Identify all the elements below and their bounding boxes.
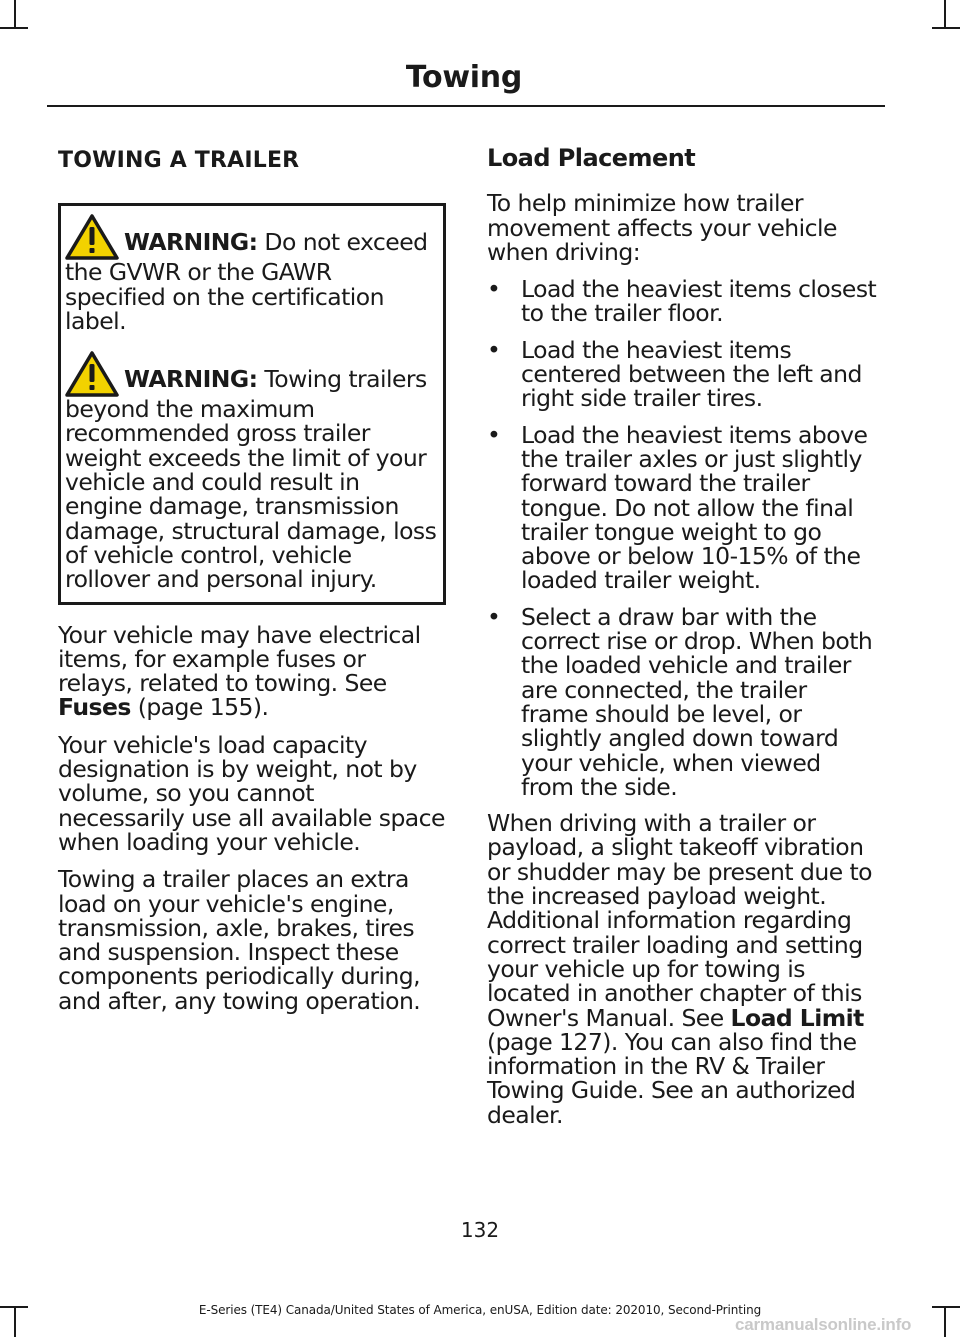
load-limit-link[interactable]: Load Limit — [730, 1003, 864, 1032]
edition-footer: E-Series (TE4) Canada/United States of America, enUSA, Edition date: 202010, Second-Printing — [198, 1303, 762, 1317]
load-placement-list — [487, 277, 879, 799]
fuses-paragraph — [58, 620, 446, 722]
load-capacity-paragraph: Your vehicle's load capacity designation is by weight, not by volume, so you cannot necessarily use all available space when loading your vehicle. — [58, 730, 445, 856]
warning-1 — [65, 214, 437, 333]
crop-mark — [932, 27, 960, 29]
page-header-title: Towing — [405, 60, 522, 95]
list-item — [487, 335, 879, 413]
crop-mark — [14, 0, 16, 28]
towing-load-paragraph: Towing a trailer places an extra load on your vehicle's engine, transmission, axle, brakes, tires and suspension. Inspect these components periodically during, and after, any towing operation. — [58, 865, 421, 1015]
list-item — [487, 277, 879, 326]
paragraph-text: (page 155). — [130, 693, 269, 722]
warning-label: WARNING: — [124, 365, 258, 394]
paragraph-text: When driving with a trailer or payload, a slight takeoff vibration or shudder may be present due to the increased payload weight. Additional information regarding correct trailer loading and setting your vehicle up for towing is located in another chapter of this Owner's Manual. See — [487, 809, 873, 1032]
fuses-link[interactable]: Fuses — [58, 693, 131, 722]
header-divider — [47, 105, 885, 107]
warning-box — [58, 203, 446, 604]
list-item-text: Load the heaviest items centered between the left and right side trailer tires. — [521, 335, 862, 413]
load-placement-intro: To help minimize how trailer movement affects your vehicle when driving: — [487, 189, 837, 266]
list-item — [487, 602, 879, 801]
list-item-text: Select a draw bar with the correct rise or drop. When both the loaded vehicle and trailer are connected, the trailer frame should be level, or slightly angled down toward your vehicle, when viewed from the side. — [521, 602, 873, 801]
warning-triangle-icon — [65, 351, 119, 397]
paragraph-text: Your vehicle may have electrical items, for example fuses or relays, related to towing. See — [58, 620, 421, 698]
bullet-icon: • — [487, 420, 501, 449]
warning-text: Do not exceed the GVWR or the GAWR specified on the certification label. — [65, 228, 428, 335]
warning-2 — [65, 351, 437, 594]
payload-paragraph — [487, 811, 879, 1127]
paragraph-text: (page 127). You can also find the information in the RV & Trailer Towing Guide. See an authorized dealer. — [487, 1027, 857, 1129]
left-column — [58, 142, 446, 1026]
warning-triangle-icon — [65, 214, 119, 260]
bullet-icon: • — [487, 335, 501, 364]
warning-label: WARNING: — [124, 228, 258, 257]
page-number: 132 — [460, 1218, 500, 1242]
crop-mark — [0, 27, 28, 29]
list-item — [487, 420, 879, 595]
crop-mark — [944, 0, 946, 28]
warning-text: Towing trailers beyond the maximum recommended gross trailer weight exceeds the limit of your vehicle and could result in engine damage, transmission damage, structural damage, loss of vehicle control, vehicle rollover and personal injury. — [65, 365, 437, 594]
bullet-icon: • — [487, 602, 501, 631]
right-column — [487, 142, 879, 1140]
section-title: TOWING A TRAILER — [58, 148, 300, 173]
watermark: carmanualsonline.info — [735, 1315, 912, 1334]
list-item-text: Load the heaviest items above the trailer axles or just slightly forward toward the trailer tongue. Do not allow the final trailer tongue weight to go above or below 10-15% of the loaded trailer weight. — [521, 420, 868, 595]
list-item-text: Load the heaviest items closest to the trailer floor. — [521, 275, 877, 328]
load-placement-title: Load Placement — [487, 144, 696, 172]
bullet-icon: • — [487, 275, 501, 304]
